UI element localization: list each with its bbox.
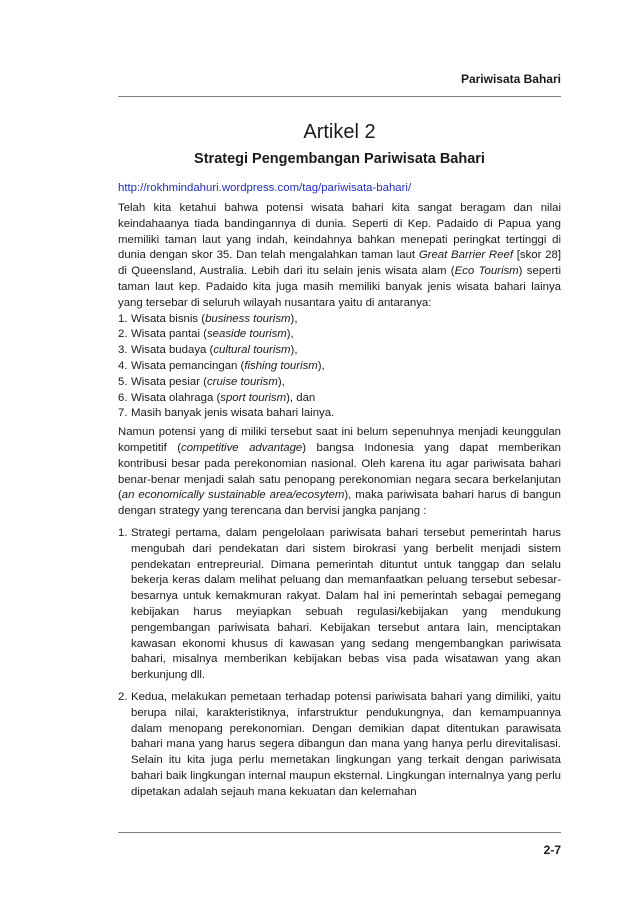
list-term: seaside tourism	[206, 328, 287, 341]
list-item	[118, 327, 561, 343]
list-item	[118, 375, 561, 391]
strategy-text: Kedua, melakukan pemetaan terhadap potensi pariwisata bahari yang dimiliki, yaitu berupa nilai, karakteristiknya, infarstruktur pendukungnya, dan kemampuannya dalam menopang perekonomian. Dengan demikian dapat ditentukan parawisata bahari mana yang harus segera dibangun dan mana yang hanya perlu direvitalisasi. Selain itu kita juga perlu memetakan lingkungan yang terkait dengan pariwisata bahari baik lingkungan internal maupun eksternal. Lingkungan internalnya yang perlu dipetakan adalah sejauh mana kekuatan dan kelemahan	[131, 690, 561, 798]
strategy-list	[118, 526, 561, 801]
list-number: 6.	[118, 391, 128, 404]
list-number: 2.	[118, 328, 128, 341]
para2-text-1: Namun potensi yang di miliki tersebut saat ini belum sepenuhnya menjadi keunggulan kompetitif (	[118, 426, 561, 454]
page-number: 2-7	[543, 843, 561, 857]
tourism-type-list	[118, 312, 561, 423]
list-tail: ),	[286, 328, 294, 341]
strategy-number: 2.	[118, 690, 128, 703]
strategy-text: Strategi pertama, dalam pengelolaan pariwisata bahari tersebut pemerintah harus mengubah dari pendekatan dari sistem birokrasi yang berbelit menjadi sistem pendekatan entrepreurial. Dimana pemerintah dituntut untuk tanggap dan selalu bekerja keras dalam melihat peluang dan memanfaatkan peluang tersebut sebesar-besarnya untuk kemakmuran rakyat. Dalam hal ini pemerintah sebagai pemegang kebijakan harus meyiapkan sebuah regulasi/kebijakan yang mendukung pengembangan pariwisata bahari. Kebijakan tersebut antara lain, menciptakan kawasan ekonomi khusus di kawasan yang sedang mengembangkan pariwisata bahari, misalnya memberikan kebijakan bebas visa pada wisatawan yang akan berkunjung dll.	[131, 526, 561, 682]
para2-term-2: an economically sustainable area/ecosytem	[121, 489, 345, 502]
list-term: business tourism	[205, 312, 291, 325]
list-item	[118, 406, 561, 422]
list-text: Wisata pemancingan (	[131, 359, 245, 372]
intro-term-2: Eco Tourism	[454, 265, 519, 278]
list-term: fishing tourism	[244, 359, 318, 372]
list-text: Masih banyak jenis wisata bahari lainya.	[131, 407, 335, 420]
list-number: 5.	[118, 375, 128, 388]
list-number: 4.	[118, 359, 128, 372]
list-number: 3.	[118, 344, 128, 357]
list-tail: ),	[290, 312, 298, 325]
strategy-item	[118, 690, 561, 801]
list-term: cultural tourism	[213, 344, 291, 357]
header-rule	[118, 96, 561, 97]
list-item	[118, 359, 561, 375]
list-term: sport tourism	[220, 391, 287, 404]
source-link[interactable]: http://rokhmindahuri.wordpress.com/tag/pariwisata-bahari/	[118, 182, 412, 194]
para2-text-2: ) bangsa Indonesia yang dapat memberikan kontribusi besar pada perekonomian nasional. Oleh karena itu agar pariwisata bahari benar-benar menjadi salah satu penopang perekonomian negara secara berkelanjutan (	[118, 441, 562, 502]
list-tail: ),	[277, 375, 285, 388]
intro-text-2: [skor 28] di Queensland, Australia. Lebih dari itu selain jenis wisata alam (	[118, 249, 561, 278]
para2-term-1: competitive advantage	[181, 441, 303, 454]
list-tail: ),	[290, 344, 298, 357]
list-item	[118, 312, 561, 328]
list-text: Wisata olahraga (	[131, 391, 221, 404]
list-text: Wisata bisnis (	[131, 312, 206, 325]
list-item	[118, 391, 561, 407]
article-subtitle: Strategi Pengembangan Pariwisata Bahari	[194, 151, 485, 167]
article-body	[118, 120, 561, 806]
list-tail: ),	[317, 359, 325, 372]
running-header: Pariwisata Bahari	[460, 72, 561, 86]
strategy-item	[118, 526, 561, 684]
list-text: Wisata pantai (	[131, 328, 207, 341]
list-tail: ), dan	[286, 391, 316, 404]
list-term: cruise tourism	[206, 375, 278, 388]
footer-rule	[118, 832, 561, 833]
list-text: Wisata budaya (	[131, 344, 214, 357]
body-paragraph	[118, 425, 561, 520]
intro-text-3: ) seperti taman laut kep. Padaido kita juga masih memiliki banyak jenis wisata bahari lainya yang tersebar di seluruh wilayah nusantara yaitu di antaranya:	[118, 265, 561, 309]
list-text: Wisata pesiar (	[131, 375, 207, 388]
article-title: Artikel 2	[303, 121, 376, 143]
intro-text-1: Telah kita ketahui bahwa potensi wisata bahari kita sangat beragam dan nilai keindahaanya tiada bandingannya di dunia. Seperti di Kep. Padaido di Papua yang memiliki taman laut yang indah, keindahnya bahkan menepati peringkat tertinggi di dunia dengan skor 35. Dan telah mengalahkan taman laut	[118, 202, 561, 262]
strategy-number: 1.	[118, 526, 128, 539]
list-number: 1.	[118, 312, 128, 325]
list-item	[118, 343, 561, 359]
para2-text-3: ), maka pariwisata bahari harus di bangun dengan strategy yang terencana dan bervisi jangka panjang :	[118, 489, 561, 518]
intro-paragraph	[118, 201, 561, 312]
intro-term-1: Great Barrier Reef	[418, 249, 513, 262]
list-number: 7.	[118, 407, 128, 420]
